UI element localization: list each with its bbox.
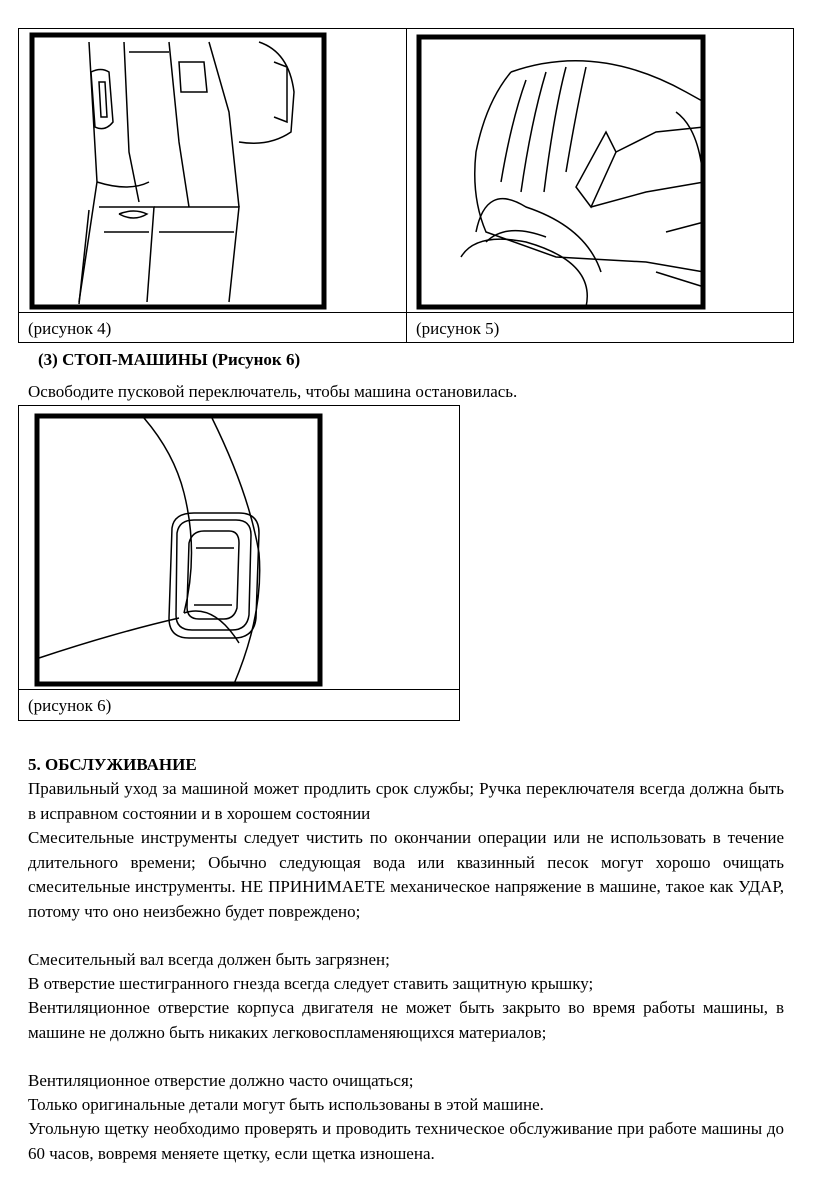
figure-5-caption: (рисунок 5) xyxy=(416,319,500,338)
maintenance-paragraph-8: Угольную щетку необходимо проверять и проводить техническое обслуживание при работе машины до 60 часов, вовремя меняете щетку, если щетка изношена. xyxy=(28,1119,784,1163)
maintenance-paragraph-4: В отверстие шестигранного гнезда всегда следует ставить защитную крышку; xyxy=(28,974,594,993)
maintenance-paragraph-1: Правильный уход за машиной может продлить срок службы; Ручка переключателя всегда должна быть в исправном состоянии и в хорошем состоянии xyxy=(28,779,784,823)
figure-6-divider xyxy=(19,689,459,690)
maintenance-paragraph-7: Только оригинальные детали могут быть использованы в этой машине. xyxy=(28,1095,544,1114)
figure-6-box xyxy=(18,405,460,721)
figure-5-illustration xyxy=(416,32,706,310)
stop-section-text: Освободите пусковой переключатель, чтобы машина остановилась. xyxy=(28,382,518,401)
stop-section-heading: (3) СТОП-МАШИНЫ (Рисунок 6) xyxy=(38,350,301,369)
maintenance-paragraph-3: Смесительный вал всегда должен быть загрязнен; xyxy=(28,950,390,969)
table-divider-horizontal xyxy=(19,312,793,313)
table-divider-vertical xyxy=(406,29,407,342)
maintenance-paragraph-2: Смесительные инструменты следует чистить по окончании операции или не использовать в течение длительного времени; Обычно следующая вода или квазинный песок могут хорошо очищать смесительные инструменты. НЕ ПРИНИМАЕТЕ механическое напряжение в машине, такое как УДАР, потому что оно неизбежно будет повреждено; xyxy=(28,828,784,921)
figure-4-illustration xyxy=(29,32,329,310)
figure-6-caption: (рисунок 6) xyxy=(28,696,112,715)
figure-4-caption: (рисунок 4) xyxy=(28,319,112,338)
maintenance-paragraph-5: Вентиляционное отверстие корпуса двигателя не может быть закрыто во время работы машины, в машине не должно быть никаких легковоспламеняющихся материалов; xyxy=(28,998,784,1042)
figure-6-illustration xyxy=(34,413,339,688)
maintenance-heading: 5. ОБСЛУЖИВАНИЕ xyxy=(28,755,197,774)
maintenance-paragraph-6: Вентиляционное отверстие должно часто очищаться; xyxy=(28,1071,414,1090)
figure-table-top xyxy=(18,28,794,343)
